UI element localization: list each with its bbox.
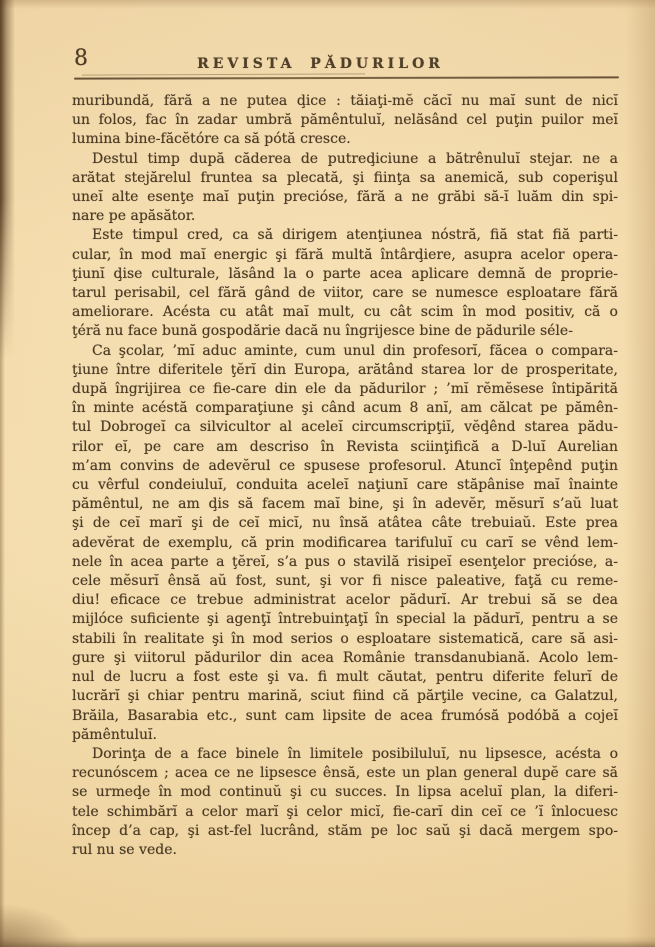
text-line: pămêntul, ne am ḑis să facem maĭ bine, şi în adevĕr, mĕsurĭ s’aŭ luat — [72, 496, 618, 513]
text-line: nul de lucru a fost este şi va. fi mult căutat, pentru diferite felurĭ de — [72, 669, 618, 686]
text-line: în minte acéstă comparaţiune şi când acum 8 anĭ, am călcat pe pămên- — [72, 400, 618, 417]
text-line: tele schimbărĭ a celor marĭ şi celor micĭ, fie-carĭ din ceĭ ce ’ĭ înlocuesc — [72, 803, 618, 820]
text-line: rilor eĭ, pe care am descriso în Revista sciinţifică a D-luĭ Aurelian — [72, 438, 618, 455]
paragraph-dorinta — [72, 745, 618, 860]
text-line: nele în acea parte a ţĕreĭ, s’a pus o stavilă risipeĭ esenţelor precióse, a- — [72, 553, 618, 570]
text-line: lucrărĭ şi chiar pentru marină, sciut fiind că părţile vecine, ca Galatzul, — [72, 688, 618, 705]
header-rule-main-line — [74, 76, 619, 79]
text-line: tarul perisabil, cel fără gând de viitor, care se numesce esploatare fără — [72, 285, 618, 302]
text-line: pămêntuluĭ. — [72, 726, 157, 743]
journal-title: REVISTA PĂDURILOR — [197, 56, 444, 72]
text-line: m’am convins de adevĕrul ce spusese profesorul. Atuncĭ înţepênd puţin — [72, 457, 618, 474]
text-line: se urmeḑe în mod continuŭ şi cu succes. In lipsa aceluĭ plan, la diferi- — [72, 784, 618, 801]
paragraph-este-timpul — [72, 226, 618, 341]
text-line: nare pe apăsător. — [72, 208, 196, 225]
text-line: ţéră nu face bună gospodărie dacă nu îngrijesce bine de pădurile séle- — [72, 323, 573, 340]
text-line: cu vêrful condeiuluĭ, conduita aceleĭ naţiunĭ care stăpânise maĭ înainte — [72, 477, 618, 494]
text-line: lumina bine-făcĕtóre ca să pótă cresce. — [72, 131, 351, 148]
page-edge-shadow-bottom-left — [0, 887, 110, 947]
text-line: după îngrijirea ce fie-care din ele da pădurilor ; ’mĭ rĕmĕsese întipărită — [72, 381, 618, 398]
text-line: stabili în realitate şi în mod serios o esploatare sistematică, care să asi- — [72, 630, 618, 647]
text-line: ţiunĭ ḑise culturale, lăsând la o parte acea aplicare demnă de proprie- — [72, 265, 618, 282]
text-line: diu! eficace ce trebue administrat acelor pădurĭ. Ar trebui să se dea — [72, 592, 618, 609]
text-line: adevĕrat de exemplu, că prin modificarea tarifuluĭ cu carĭ se vênd lem- — [72, 534, 618, 551]
page-edge-shadow-top-left — [0, 0, 15, 360]
text-line: recunóscem ; acea ce ne lipsesce ênsă, este un plan general dupĕ care să — [72, 765, 618, 782]
paragraph-ca-scolar — [72, 342, 618, 745]
page-edge-shadow-bottom — [0, 936, 655, 947]
text-line: Brăila, Basarabia etc., sunt cam lipsite de acea frumósă podóbă a cojeĭ — [72, 707, 618, 724]
paragraph-destul-timp — [72, 150, 618, 227]
text-line: Dorinţa de a face binele în limitele posibiluluĭ, nu lipsesce, acésta o — [92, 745, 618, 762]
text-line: mijlóce suficiente şi agenţĭ întrebuinţaţĭ în special la pădurĭ, pentru a se — [72, 611, 618, 628]
header-rule-ghost-line — [82, 73, 365, 75]
page-edge-shadow-left — [0, 0, 5, 947]
text-line: cele mĕsurĭ ênsă aŭ fost, sunt, şi vor fi nisce paleative, faţă cu reme- — [72, 573, 618, 590]
text-line: uneĭ alte esenţe maĭ puţin precióse, fără a ne grăbi să-ĭ luăm din spi- — [72, 189, 618, 206]
text-line: şi de ceĭ marĭ şi de ceĭ micĭ, nu însă atâtea câte trebuiaŭ. Este prea — [72, 515, 618, 532]
text-line: un folos, fac în zadar umbră pămêntuluĭ, nelăsând cel puţin puilor meĭ — [72, 112, 618, 129]
text-line: Destul timp după căderea de putreḑiciune a bătrênuluĭ stejar. ne a — [92, 150, 618, 167]
text-line: ţiune între diferitele ţĕrĭ din Europa, arătând starea lor de prosperitate, — [72, 361, 618, 378]
text-line: muribundă, fără a ne putea ḑice : tăiaţi-mĕ căcĭ nu maĭ sunt de nicĭ — [72, 93, 618, 109]
header-rule — [74, 75, 619, 79]
page-edge-shadow-top — [0, 0, 655, 9]
page-body — [72, 92, 618, 860]
text-line: cular, în mod maĭ energic şi fără multă întârḑiere, asupra acelor opera- — [72, 246, 618, 263]
text-line: Este timpul cred, ca să dirigem atenţiunea nóstră, fiă stat fiă parti- — [92, 227, 618, 244]
text-line: gure şi viitorul pădurilor din acea Românie transdanubiană. Acolo lem- — [72, 649, 618, 666]
text-line: încep d’a cap, şi ast-fel lucrând, stăm pe loc saŭ şi dacă mergem spo- — [72, 822, 618, 839]
text-line: tul Dobrogeĭ ca silvicultor al aceleĭ circumscripţiĭ, vĕḑênd starea pădu- — [72, 419, 618, 436]
text-line: Ca şcolar, ’mĭ aduc aminte, cum unul din profesorĭ, făcea o compara- — [92, 342, 618, 359]
page-edge-shadow-right — [625, 0, 655, 947]
page-number: 8 — [74, 46, 88, 71]
text-line: ameliorare. Acésta cu atât maĭ mult, cu cât scim în mod positiv, că o — [72, 304, 618, 321]
text-line: arătat stejărelul fruntea sa plecată, şi fiinţa sa anemică, sub coperişul — [72, 169, 618, 186]
text-line: rul nu se vede. — [72, 841, 177, 858]
paragraph-continuation — [72, 92, 618, 150]
